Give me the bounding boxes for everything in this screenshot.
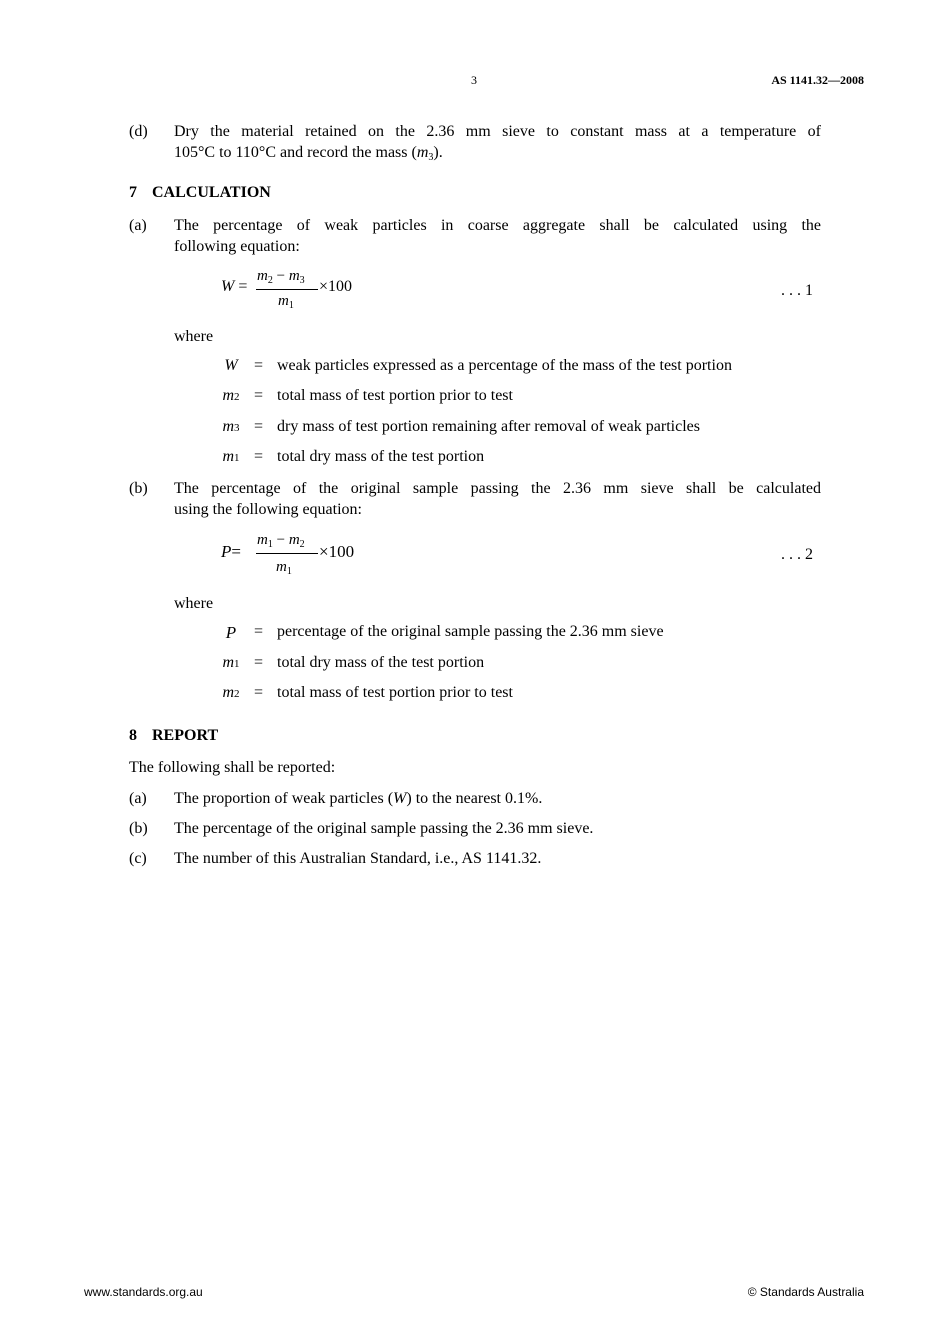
equation-1-denominator: $m_1$ <box>278 293 294 311</box>
step-d-line2: 105°C to 110°C and record the mass $(m_3)$. <box>174 144 443 163</box>
where-a: where <box>174 328 214 345</box>
report-item-label: (b) <box>129 820 148 837</box>
calc-a-text: The percentage of weak particles in coarse aggregate shall be calculated using the following equation: <box>174 217 821 255</box>
def-symbol: m1 <box>222 448 240 465</box>
step-d-text <box>174 121 821 168</box>
equation-2-denominator: $m_1$ <box>276 559 292 577</box>
equation-2: P= <box>221 542 241 561</box>
equation-1-numerator: $m_2 - m_3$ <box>257 268 305 286</box>
report-item-text: The number of this Australian Standard, i.e., AS 1141.32. <box>174 850 542 867</box>
def-text: total mass of test portion prior to test <box>277 387 513 404</box>
where-b: where <box>174 595 214 612</box>
document-id: AS 1141.32—2008 <box>771 73 864 87</box>
report-item-text: The proportion of weak particles (W) to the nearest 0.1%. <box>174 790 543 807</box>
report-item-label: (c) <box>129 850 147 867</box>
def-text: total dry mass of the test portion <box>277 654 485 671</box>
footer-copyright: © Standards Australia <box>747 1285 864 1299</box>
def-text: percentage of the original sample passing the 2.36 mm sieve <box>277 623 664 640</box>
def-equals: = <box>254 448 264 465</box>
step-d-line1: Dry the material retained on the 2.36 mm sieve to constant mass at a temperature of <box>174 123 821 140</box>
footer-website: www.standards.org.au <box>84 1285 203 1299</box>
def-symbol: m2 <box>222 684 240 701</box>
equation-2-fraction-bar <box>256 553 318 554</box>
equation-1-number: . . . 1 <box>781 282 813 299</box>
section-7-heading: 7 CALCULATION <box>129 184 271 201</box>
def-equals: = <box>254 623 264 640</box>
def-equals: = <box>254 654 264 671</box>
section-8-heading: 8 REPORT <box>129 727 219 744</box>
equation-2-multiplier: ×100 <box>319 542 355 561</box>
step-d-label: (d) <box>129 123 148 140</box>
equation-1-fraction-bar <box>256 289 318 290</box>
def-text: weak particles expressed as a percentage of the mass of the test portion <box>277 357 732 374</box>
def-equals: = <box>254 357 264 374</box>
def-text: dry mass of test portion remaining after removal of weak particles <box>277 418 700 435</box>
calc-a-label: (a) <box>129 217 147 234</box>
def-symbol: m1 <box>222 654 240 671</box>
def-equals: = <box>254 387 264 404</box>
equation-2-number: . . . 2 <box>781 546 813 563</box>
def-symbol: m2 <box>222 387 240 404</box>
equation-1-multiplier: ×100 <box>319 278 353 295</box>
equation-1: W = <box>221 278 248 295</box>
def-symbol: m3 <box>222 418 240 435</box>
report-intro: The following shall be reported: <box>129 759 336 776</box>
def-equals: = <box>254 418 264 435</box>
def-text: total mass of test portion prior to test <box>277 684 513 701</box>
report-item-label: (a) <box>129 790 147 807</box>
page-number: 3 <box>471 73 477 87</box>
def-symbol: W <box>224 357 238 374</box>
def-equals: = <box>254 684 264 701</box>
calc-b-label: (b) <box>129 480 148 497</box>
def-text: total dry mass of the test portion <box>277 448 485 465</box>
calc-b-text: The percentage of the original sample passing the 2.36 mm sieve shall be calculated using the following equation: <box>174 480 821 518</box>
def-symbol: P <box>225 623 237 642</box>
equation-2-numerator: $m_1 - m_2$ <box>257 532 305 550</box>
report-item-text: The percentage of the original sample passing the 2.36 mm sieve. <box>174 820 594 837</box>
